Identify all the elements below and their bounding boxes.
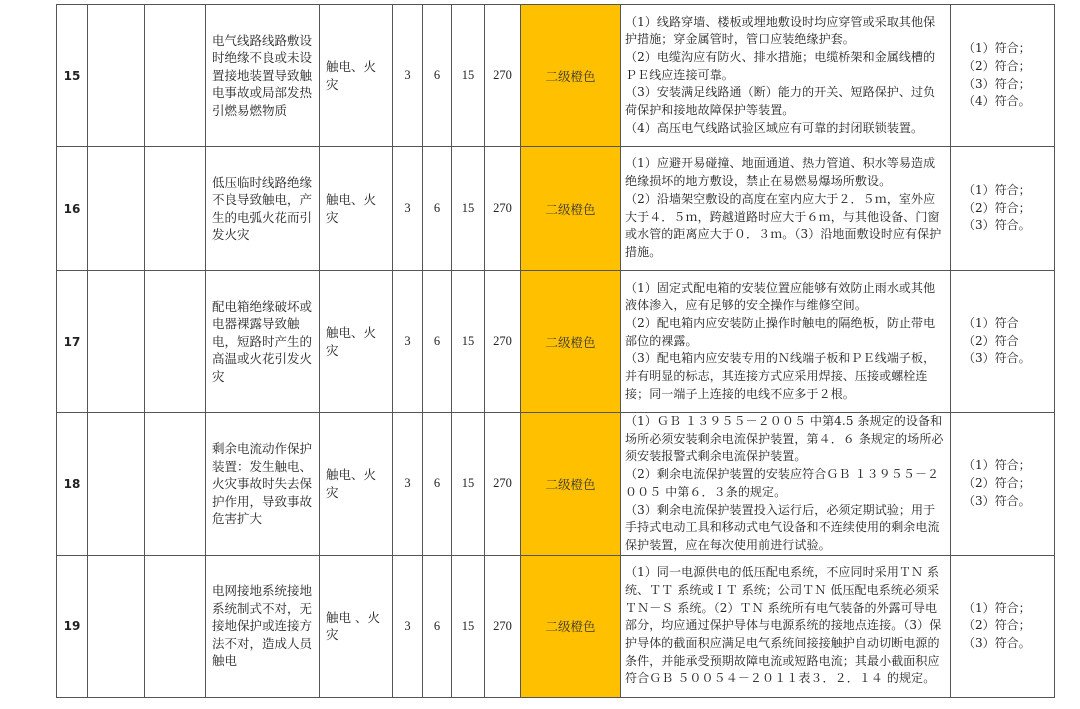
hazard-description: 配电箱绝缘破坏或电器裸露导致触电，短路时产生的高温或火花引发火灾 [206, 271, 320, 413]
compliance-results [951, 147, 1055, 271]
result-item: （4）符合。 [963, 94, 1031, 109]
measure-item: （1）线路穿墙、楼板或埋地敷设时均应穿管或采取其他保护措施；穿金属管时，管口应装绝缘护套。 [625, 14, 936, 47]
consequence-c: 15 [452, 5, 485, 147]
risk-level-badge: 二级橙色 [521, 5, 621, 147]
likelihood-l: 3 [393, 5, 423, 147]
exposure-e: 6 [423, 5, 452, 147]
risk-level-badge: 二级橙色 [521, 413, 621, 556]
row-number: 16 [57, 147, 88, 271]
consequence: 触电、火灾 [320, 147, 393, 271]
control-measures [621, 271, 951, 413]
blank-cell-b [145, 271, 206, 413]
blank-cell-a [88, 555, 145, 697]
compliance-results [951, 555, 1055, 697]
measure-item: （1）ＧＢ １３９５５－２００５ 中第4.5 条规定的设备和场所必须安装剩余电流保护装置，第４．６ 条规定的场所必须安装报警式剩余电流保护装置。 [625, 414, 944, 464]
blank-cell-b [145, 555, 206, 697]
blank-cell-b [145, 5, 206, 147]
result-item: （1）符合 [963, 315, 1019, 330]
risk-score-d: 270 [485, 413, 521, 556]
blank-cell-a [88, 271, 145, 413]
exposure-e: 6 [423, 555, 452, 697]
likelihood-l: 3 [393, 147, 423, 271]
measure-item: （2）剩余电流保护装置的安装应符合ＧＢ １３９５５－２００５ 中第６．３条的规定。 [625, 467, 940, 499]
blank-cell-a [88, 147, 145, 271]
result-item: （3）符合。 [963, 635, 1031, 650]
compliance-results [951, 5, 1055, 147]
measure-item: （2）配电箱内应安装防止操作时触电的隔绝板，防止带电部位的裸露。 [625, 315, 936, 348]
likelihood-l: 3 [393, 413, 423, 556]
measure-item: （3）安装满足线路通（断）能力的开关、短路保护、过负荷保护和接地故障保护等装置。 [625, 85, 936, 118]
blank-cell-a [88, 413, 145, 556]
measure-item: （1）同一电源供电的低压配电系统，不应同时采用ＴＮ 系统、ＴＴ 系统或ＩＴ 系统；公司ＴＮ 低压配电系统必须采ＴＮ－Ｓ 系统。（2）ＴＮ 系统所有电气装备的外露可导电部分，均应通过保护导体与电源系统的接地点连接。（3）保护导体的截面积应满足电气系统间接接触护自动切断电源的条件，并能承受预期故障电流或短路电流；其最小截面积应符合ＧＢ ５００５４－２０１１表３．２．１４ 的规定。 [625, 565, 942, 686]
hazard-assessment-table [56, 4, 1055, 698]
result-item: （2）符合 [963, 333, 1019, 348]
hazard-description: 低压临时线路绝缘不良导致触电，产生的电弧火花而引发火灾 [206, 147, 320, 271]
blank-cell-b [145, 147, 206, 271]
result-item: （3）符合。 [963, 493, 1031, 508]
result-item: （3）符合。 [963, 351, 1031, 366]
consequence-c: 15 [452, 413, 485, 556]
measure-item: （1）应避开易碰撞、地面通道、热力管道、积水等易造成绝缘损坏的地方敷设，禁止在易燃易爆场所敷设。 [625, 156, 936, 189]
result-item: （1）符合； [963, 41, 1031, 56]
result-item: （3）符合； [963, 76, 1031, 91]
risk-level-badge: 二级橙色 [521, 271, 621, 413]
result-item: （1）符合； [963, 600, 1031, 615]
control-measures [621, 555, 951, 697]
exposure-e: 6 [423, 147, 452, 271]
result-item: （3）符合。 [963, 218, 1031, 233]
table-row [57, 147, 1055, 271]
result-item: （1）符合； [963, 458, 1031, 473]
measure-item: （4）高压电气线路试验区域应有可靠的封闭联锁装置。 [625, 120, 924, 135]
row-number: 17 [57, 271, 88, 413]
consequence-c: 15 [452, 147, 485, 271]
consequence-c: 15 [452, 555, 485, 697]
risk-level-badge: 二级橙色 [521, 147, 621, 271]
result-item: （2）符合； [963, 200, 1031, 215]
result-item: （2）符合； [963, 475, 1031, 490]
consequence: 触电、火灾 [320, 413, 393, 556]
risk-score-d: 270 [485, 555, 521, 697]
risk-score-d: 270 [485, 5, 521, 147]
measure-item: （3）配电箱内应安装专用的Ｎ线端子板和ＰＥ线端子板，并有明显的标志，其连接方式应采用焊接、压接或螺栓连接；同一端子上连接的电线不应多于２根。 [625, 351, 936, 401]
row-number: 15 [57, 5, 88, 147]
consequence: 触电、火灾 [320, 5, 393, 147]
table-row [57, 555, 1055, 697]
measure-item: （1）固定式配电箱的安装位置应能够有效防止雨水或其他液体渗入，应有足够的安全操作与维修空间。 [625, 280, 936, 313]
table-row [57, 413, 1055, 556]
hazard-description: 剩余电流动作保护装置：发生触电、火灾事故时失去保护作用，导致事故危害扩大 [206, 413, 320, 556]
result-item: （1）符合； [963, 182, 1031, 197]
hazard-description: 电网接地系统接地系统制式不对，无接地保护或连接方法不对，造成人员触电 [206, 555, 320, 697]
blank-cell-a [88, 5, 145, 147]
control-measures [621, 413, 951, 556]
consequence: 触电 、火灾 [320, 555, 393, 697]
compliance-results [951, 271, 1055, 413]
table-body [57, 5, 1055, 698]
risk-score-d: 270 [485, 147, 521, 271]
likelihood-l: 3 [393, 271, 423, 413]
control-measures [621, 147, 951, 271]
likelihood-l: 3 [393, 555, 423, 697]
control-measures [621, 5, 951, 147]
risk-score-d: 270 [485, 271, 521, 413]
blank-cell-b [145, 413, 206, 556]
measure-item: （2）沿墙架空敷设的高度在室内应大于２．５ｍ，室外应大于４．５ｍ，跨越道路时应大于６ｍ，与其他设备、门窗或水管的距离应大于０．３ｍ。（3）沿地面敷设时应有保护措施。 [625, 191, 942, 259]
consequence-c: 15 [452, 271, 485, 413]
compliance-results [951, 413, 1055, 556]
consequence: 触电、火灾 [320, 271, 393, 413]
result-item: （2）符合； [963, 58, 1031, 73]
table-row [57, 271, 1055, 413]
row-number: 19 [57, 555, 88, 697]
risk-level-badge: 二级橙色 [521, 555, 621, 697]
exposure-e: 6 [423, 413, 452, 556]
table-row [57, 5, 1055, 147]
measure-item: （2）电缆沟应有防火、排水措施；电缆桥架和金属线槽的ＰＥ线应连接可靠。 [625, 49, 936, 82]
exposure-e: 6 [423, 271, 452, 413]
result-item: （2）符合； [963, 618, 1031, 633]
row-number: 18 [57, 413, 88, 556]
measure-item: （3）剩余电流保护装置投入运行后，必须定期试验；用于手持式电动工具和移动式电气设备和不连续使用的剩余电流保护装置，应在每次使用前进行试验。 [625, 502, 940, 552]
hazard-description: 电气线路线路敷设时绝缘不良或未设置接地装置导致触电事故或局部发热引燃易燃物质 [206, 5, 320, 147]
